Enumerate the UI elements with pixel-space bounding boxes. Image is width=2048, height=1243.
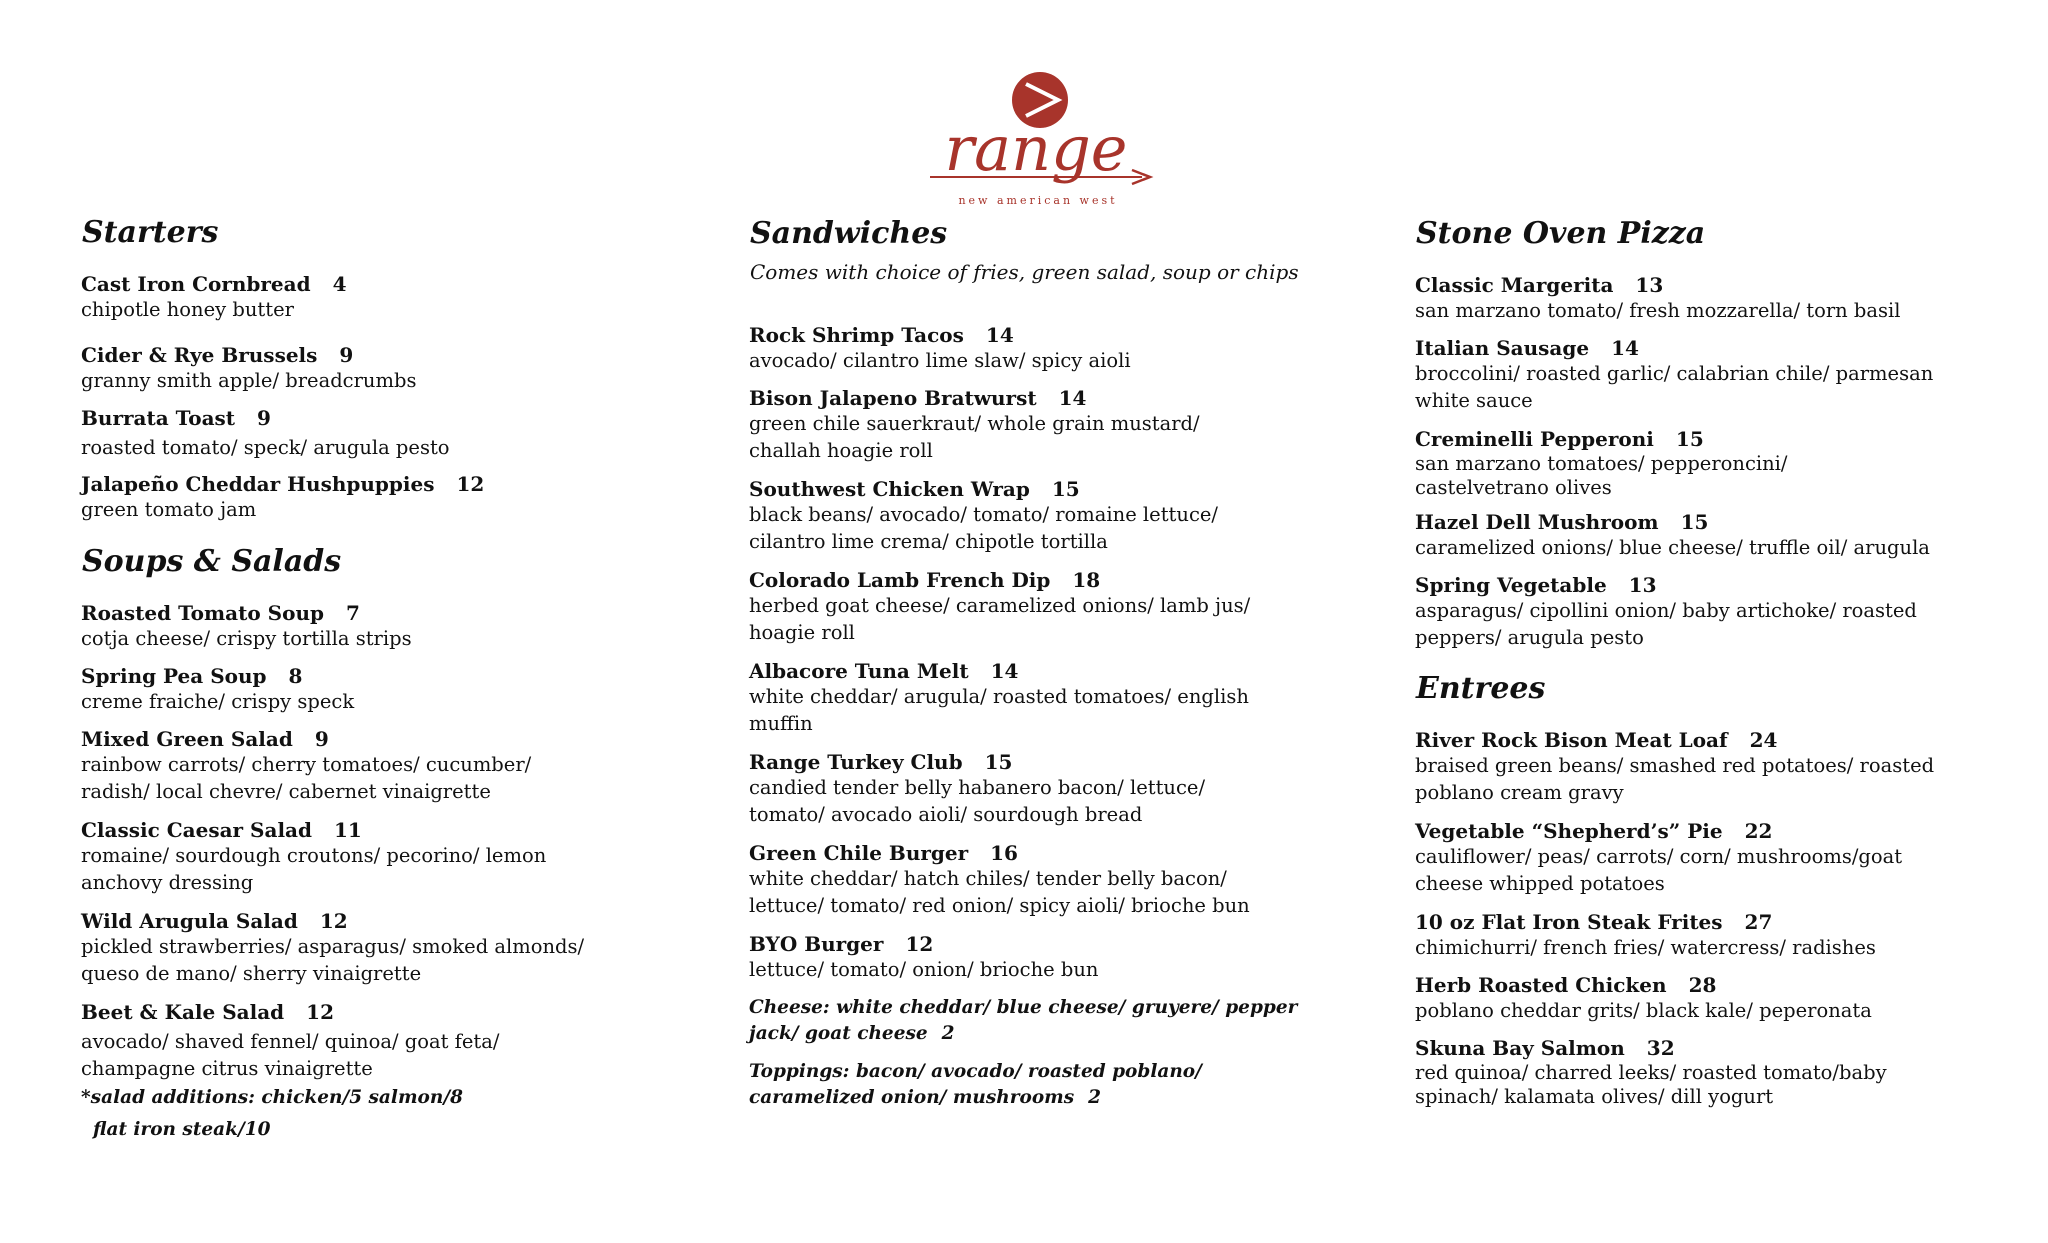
salad-additions-note: *salad additions: chicken/5 salmon/8 [81,1087,463,1108]
menu-item [1415,426,1787,500]
item-description: lettuce/ tomato/ onion/ brioche bun [749,958,1099,981]
item-description: roasted tomato/ speck/ arugula pesto [81,436,450,459]
item-description: granny smith apple/ breadcrumbs [81,369,417,392]
item-price: 14 [1058,386,1087,410]
item-name: BYO Burger [749,932,884,956]
item-price: 24 [1749,728,1778,752]
section-title-pizza: Stone Oven Pizza [1416,216,1706,251]
item-name: Herb Roasted Chicken [1415,973,1667,997]
item-description: hoagie roll [749,620,855,644]
item-price: 14 [1611,336,1639,360]
menu-item [81,817,546,896]
menu-item [749,385,1200,464]
item-description: queso de mano/ sherry vinaigrette [81,961,422,985]
menu-item [749,322,1131,375]
logo-tagline: new american west [958,194,1118,207]
item-name: Spring Pea Soup [81,664,267,688]
menu-item [81,908,584,987]
item-name: Burrata Toast [81,406,236,430]
item-description: herbed goat cheese/ caramelized onions/ lamb jus/ [749,594,1251,617]
item-price: 14 [990,659,1019,683]
logo-wordmark: range [944,112,1128,185]
item-description: challah hoagie roll [749,438,933,462]
menu-item [81,600,412,653]
menu-item [749,567,1250,646]
menu-item [1415,272,1900,325]
item-price: 12 [319,909,348,933]
item-description: muffin [749,711,813,735]
item-name: Vegetable “Shepherd’s” Pie [1415,819,1723,843]
item-description: green tomato jam [81,498,257,521]
item-price: 32 [1646,1036,1675,1060]
item-description: peppers/ arugula pesto [1415,625,1644,649]
item-name: Rock Shrimp Tacos [749,323,964,347]
item-price: 13 [1635,273,1664,297]
item-price: 28 [1688,973,1717,997]
item-price: 7 [346,601,360,625]
item-description: candied tender belly habanero bacon/ lettuce/ [749,776,1206,799]
menu-item [81,271,347,324]
sandwiches-subtitle: Comes with choice of fries, green salad, soup or chips [750,260,1299,284]
menu-item [749,658,1249,737]
item-price: 4 [332,272,347,296]
menu-item [81,342,416,395]
item-description: cilantro lime crema/ chipotle tortilla [749,529,1108,553]
item-name: Albacore Tuna Melt [749,659,969,683]
item-price: 22 [1744,819,1773,843]
menu-item [1415,572,1917,651]
item-price: 12 [905,932,934,956]
item-name: Colorado Lamb French Dip [749,568,1051,592]
item-description: rainbow carrots/ cherry tomatoes/ cucumber/ [81,753,532,776]
menu-item [81,471,484,524]
item-price: 9 [257,406,271,430]
item-name: Italian Sausage [1415,336,1590,360]
item-description: avocado/ cilantro lime slaw/ spicy aioli [749,349,1131,372]
item-name: Southwest Chicken Wrap [749,477,1030,501]
item-description: champagne citrus vinaigrette [81,1056,373,1080]
item-name: River Rock Bison Meat Loaf [1415,728,1728,752]
item-description: san marzano tomato/ fresh mozzarella/ torn basil [1415,299,1901,322]
item-price: 12 [456,472,485,496]
item-description: tomato/ avocado aioli/ sourdough bread [749,802,1143,826]
item-description: asparagus/ cipollini onion/ baby artichoke/ roasted [1415,599,1917,622]
menu-item [749,476,1218,555]
item-name: Spring Vegetable [1415,573,1607,597]
item-description: romaine/ sourdough croutons/ pecorino/ lemon [81,844,547,867]
item-name: Beet & Kale Salad [81,1000,285,1024]
item-description: chimichurri/ french fries/ watercress/ radishes [1415,936,1876,959]
cheese-options [749,995,1297,1047]
item-price: 13 [1628,573,1657,597]
item-description: white sauce [1415,388,1533,412]
section-title-starters: Starters [82,215,219,250]
item-description: caramelized onions/ blue cheese/ truffle oil/ arugula [1415,536,1930,559]
menu-item [1415,909,1876,962]
cheese-line: Cheese: white cheddar/ blue cheese/ gruyere/ pepper [749,997,1298,1018]
menu-item [1415,972,1872,1025]
item-name: Mixed Green Salad [81,727,293,751]
section-title-sandwiches: Sandwiches [750,216,948,251]
section-title-entrees: Entrees [1416,671,1546,706]
item-name: Classic Caesar Salad [81,818,312,842]
item-name: Cider & Rye Brussels [81,343,318,367]
item-name: Wild Arugula Salad [81,909,298,933]
item-name: Roasted Tomato Soup [81,601,324,625]
item-description: san marzano tomatoes/ pepperoncini/ [1415,452,1788,475]
item-description: chipotle honey butter [81,298,294,321]
item-name: Classic Margerita [1415,273,1614,297]
item-description: white cheddar/ arugula/ roasted tomatoes/ english [749,685,1249,708]
item-description: radish/ local chevre/ cabernet vinaigrette [81,779,491,803]
section-title-soups-salads: Soups & Salads [82,544,342,579]
item-name: 10 oz Flat Iron Steak Frites [1415,910,1723,934]
item-price: 14 [985,323,1014,347]
item-description: white cheddar/ hatch chiles/ tender belly bacon/ [749,867,1227,890]
menu-item [1415,335,1933,414]
item-description: lettuce/ tomato/ red onion/ spicy aioli/ brioche bun [749,893,1250,917]
menu-item [749,840,1250,919]
item-description: black beans/ avocado/ tomato/ romaine lettuce/ [749,503,1218,526]
item-description: pickled strawberries/ asparagus/ smoked almonds/ [81,935,585,958]
menu-item [1415,727,1934,806]
item-price: 12 [306,1000,334,1024]
item-price: 15 [1680,510,1709,534]
item-description: green chile sauerkraut/ whole grain mustard/ [749,412,1200,435]
toppings-options [749,1059,1202,1111]
item-name: Hazel Dell Mushroom [1415,510,1659,534]
item-description: braised green beans/ smashed red potatoes/ roasted [1415,754,1935,777]
menu-item [1415,1035,1887,1109]
cheese-line: jack/ goat cheese [749,1023,928,1044]
item-price: 15 [1675,427,1704,451]
item-description: cheese whipped potatoes [1415,871,1665,895]
menu-item [81,405,450,462]
item-price: 15 [984,750,1013,774]
item-description: anchovy dressing [81,870,254,894]
menu-item [1415,818,1902,897]
menu-item [81,663,354,716]
item-name: Range Turkey Club [749,750,963,774]
item-price: 16 [990,841,1018,865]
toppings-line: Toppings: bacon/ avocado/ roasted poblano/ [749,1061,1202,1082]
toppings-price: 2 [1088,1087,1102,1108]
item-name: Jalapeño Cheddar Hushpuppies [81,472,435,496]
menu-item [1415,509,1930,562]
menu-item [81,726,531,805]
item-description: poblano cheddar grits/ black kale/ peperonata [1415,999,1872,1022]
item-description: spinach/ kalamata olives/ dill yogurt [1415,1085,1774,1108]
menu-item [749,749,1205,828]
item-description: cauliflower/ peas/ carrots/ corn/ mushrooms/goat [1415,845,1903,868]
item-price: 11 [334,818,362,842]
item-description: poblano cream gravy [1415,780,1624,804]
item-price: 8 [288,664,303,688]
salad-additions-note: flat iron steak/10 [93,1119,271,1140]
item-name: Bison Jalapeno Bratwurst [749,386,1037,410]
cheese-price: 2 [941,1023,955,1044]
item-description: avocado/ shaved fennel/ quinoa/ goat feta/ [81,1030,500,1053]
item-price: 27 [1744,910,1773,934]
item-description: castelvetrano olives [1415,476,1612,499]
item-description: red quinoa/ charred leeks/ roasted tomato/baby [1415,1061,1887,1084]
menu-item [81,999,499,1082]
item-price: 9 [314,727,329,751]
item-description: cotja cheese/ crispy tortilla strips [81,627,412,650]
item-description: creme fraiche/ crispy speck [81,690,355,713]
item-price: 18 [1072,568,1101,592]
item-name: Cast Iron Cornbread [81,272,311,296]
item-name: Creminelli Pepperoni [1415,427,1654,451]
item-price: 9 [339,343,354,367]
item-price: 15 [1051,477,1080,501]
menu-item [749,931,1098,984]
range-logo-graphic [920,70,1160,210]
item-description: broccolini/ roasted garlic/ calabrian chile/ parmesan [1415,362,1934,385]
item-name: Green Chile Burger [749,841,969,865]
range-logo [920,70,1160,210]
toppings-line: caramelized onion/ mushrooms [749,1087,1075,1108]
item-name: Skuna Bay Salmon [1415,1036,1625,1060]
